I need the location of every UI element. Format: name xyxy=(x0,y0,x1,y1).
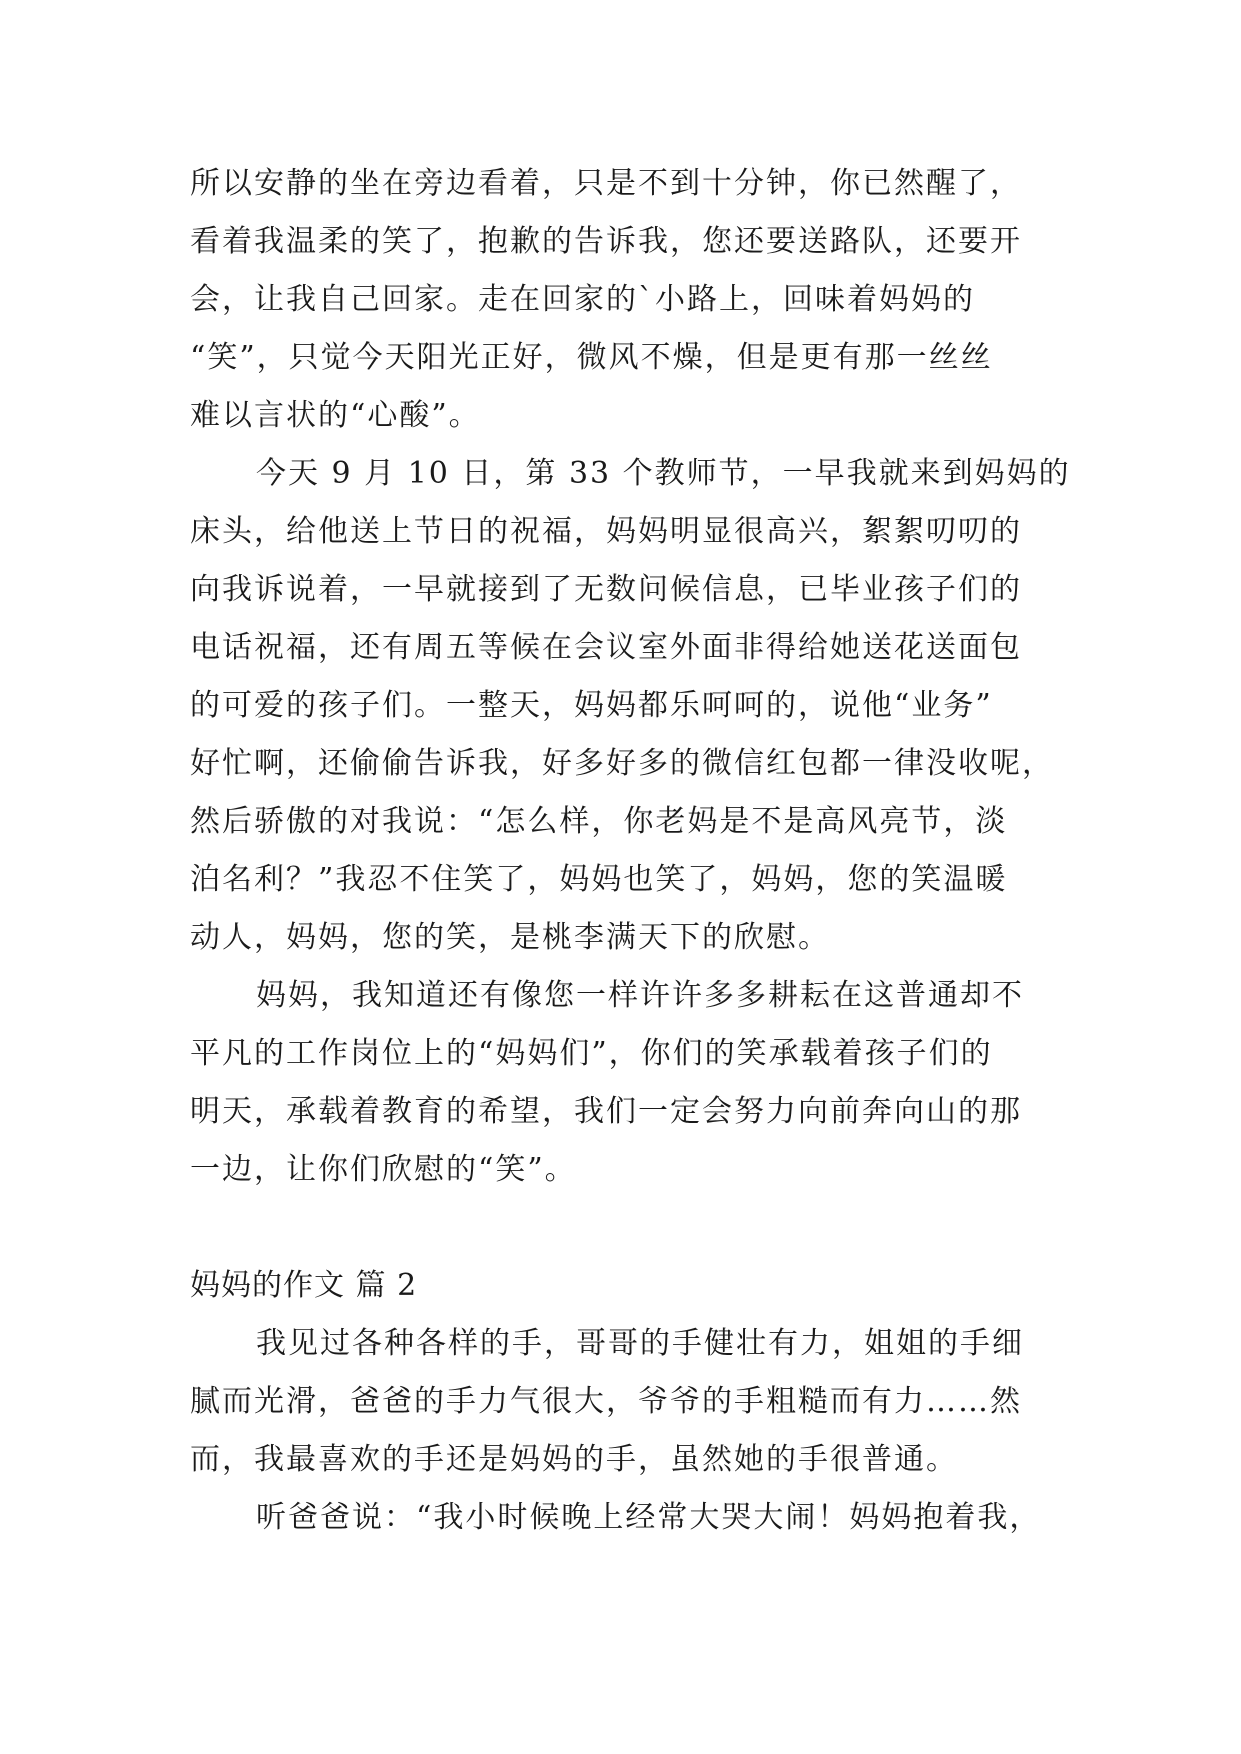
text-line: 向我诉说着，一早就接到了无数问候信息，已毕业孩子们的 xyxy=(190,572,1022,607)
text-line: 妈妈，我知道还有像您一样许许多多耕耘在这普通却不 xyxy=(256,978,1024,1013)
text-line: 听爸爸说：“我小时候晚上经常大哭大闹！妈妈抱着我， xyxy=(256,1500,1042,1535)
text-line: 然后骄傲的对我说：“怎么样，你老妈是不是高风亮节，淡 xyxy=(190,804,1008,839)
text-line: 动人，妈妈，您的笑，是桃李满天下的欣慰。 xyxy=(190,920,830,955)
paragraph xyxy=(190,155,1050,445)
text-line: 今天 9 月 10 日，第 33 个教师节，一早我就来到妈妈的 xyxy=(256,456,1071,491)
text-line: 会，让我自己回家。走在回家的`小路上，回味着妈妈的 xyxy=(190,282,975,317)
section-gap xyxy=(190,1199,1050,1257)
paragraph xyxy=(190,967,1050,1199)
text-line: 一边，让你们欣慰的“笑”。 xyxy=(190,1152,577,1187)
text-line: 明天，承载着教育的希望，我们一定会努力向前奔向山的那 xyxy=(190,1094,1022,1129)
text-line: 泊名利？”我忍不住笑了，妈妈也笑了，妈妈，您的笑温暖 xyxy=(190,862,1008,897)
text-line: 而，我最喜欢的手还是妈妈的手，虽然她的手很普通。 xyxy=(190,1442,958,1477)
text-line: 床头，给他送上节日的祝福，妈妈明显很高兴，絮絮叨叨的 xyxy=(190,514,1022,549)
text-line: “笑”，只觉今天阳光正好，微风不燥，但是更有那一丝丝 xyxy=(190,340,993,375)
paragraph xyxy=(190,1315,1050,1489)
text-line: 平凡的工作岗位上的“妈妈们”，你们的笑承载着孩子们的 xyxy=(190,1036,993,1071)
text-line: 看着我温柔的笑了，抱歉的告诉我，您还要送路队，还要开 xyxy=(190,224,1022,259)
text-line: 我见过各种各样的手，哥哥的手健壮有力，姐姐的手细 xyxy=(256,1326,1024,1361)
section-heading: 妈妈的作文 篇 2 xyxy=(190,1268,418,1303)
text-line: 好忙啊，还偷偷告诉我，好多好多的微信红包都一律没收呢， xyxy=(190,746,1054,781)
text-line: 腻而光滑，爸爸的手力气很大，爷爷的手粗糙而有力……然 xyxy=(190,1384,1022,1419)
text-line: 难以言状的“心酸”。 xyxy=(190,398,481,433)
text-line: 电话祝福，还有周五等候在会议室外面非得给她送花送面包 xyxy=(190,630,1022,665)
document-page xyxy=(190,155,1071,1547)
paragraph xyxy=(190,445,1071,967)
text-line: 的可爱的孩子们。一整天，妈妈都乐呵呵的，说他“业务” xyxy=(190,688,993,723)
text-line: 所以安静的坐在旁边看着，只是不到十分钟，你已然醒了， xyxy=(190,166,1022,201)
paragraph xyxy=(190,1489,1050,1547)
